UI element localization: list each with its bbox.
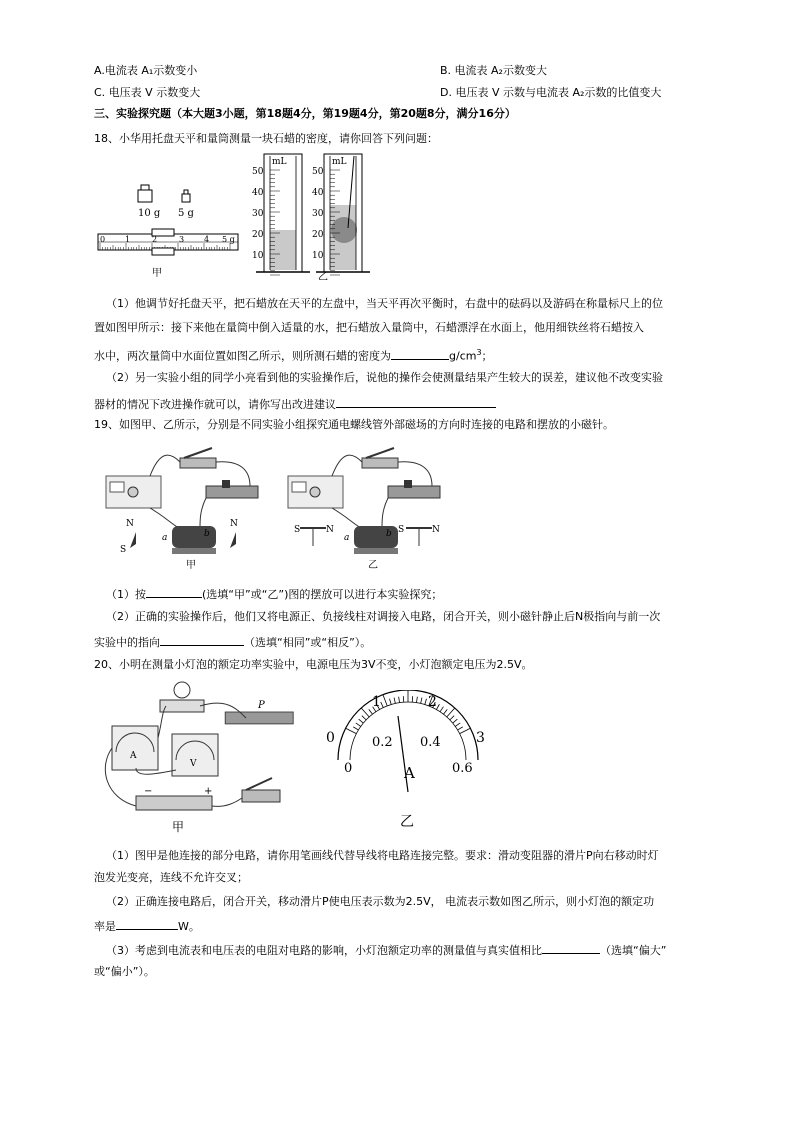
cylinder-1: [256, 154, 310, 275]
q19-jia-n-left: N: [126, 519, 134, 529]
cylinder-2: [316, 154, 370, 275]
q20-p2-line1: （2）正确连接电路后，闭合开关，移动滑片P使电压表示数为2.5V， 电流表示数如图乙所示，则小灯泡的额定功: [106, 895, 655, 908]
cyl1-tick-30: 30: [252, 209, 264, 219]
q19-panel-jia: [106, 448, 258, 554]
q20-p1-line2: 泡发光变亮，连线不允许交叉；: [94, 871, 248, 884]
q19-panel-yi: [288, 448, 440, 554]
tick-mark: [399, 697, 400, 703]
tick-mark: [383, 695, 387, 706]
q19-p1: （1）按 (选填“甲”或“乙”)图的摆放可以进行本实验探究；: [106, 588, 443, 601]
ruler-tick-1: 1: [125, 235, 131, 244]
cyl1-tick-40: 40: [252, 188, 264, 198]
q20-ammeter-a: A: [130, 751, 137, 761]
q18-blank-suggestion[interactable]: [336, 396, 496, 408]
q20-ammeter-dial-figure: [318, 690, 498, 830]
tick-mark: [447, 708, 455, 717]
tick-mark: [390, 699, 392, 705]
tick-mark: [356, 723, 361, 726]
q20-fig-label-yi: 乙: [400, 814, 414, 830]
q20-p3-line2: 或“偏小”）。: [94, 965, 155, 978]
dial-bottom-0.2: 0.2: [372, 735, 393, 750]
weight-10g-icon: [138, 185, 152, 202]
weight-5g-icon: [182, 190, 190, 202]
dial-top-1: 1: [372, 694, 381, 710]
q20-p3-line1: （3）考虑到电流表和电压表的电阻对电路的影响，小灯泡额定功率的测量值与真实值相比 （选填“偏大”: [106, 944, 667, 957]
ruler-tick-4: 4: [204, 235, 210, 244]
rheostat-icon: [206, 486, 258, 498]
tick-mark: [453, 719, 458, 723]
voltmeter-icon: [172, 734, 218, 776]
tick-mark: [394, 698, 395, 704]
compass-needle-icon: [230, 532, 236, 548]
tick-mark: [369, 709, 373, 714]
tick-mark: [444, 709, 448, 714]
q20-battery-minus: −: [144, 786, 153, 797]
switch-icon: [242, 790, 280, 802]
switch-icon: [362, 458, 398, 468]
q19-yi-s-left: S: [294, 525, 301, 535]
wax-block: [331, 217, 357, 243]
q19-yi-a: a: [344, 533, 350, 543]
tick-mark: [346, 728, 357, 733]
tick-mark: [450, 716, 454, 720]
q19-fig-label-yi: 乙: [368, 560, 378, 570]
lamp-icon: [174, 682, 190, 698]
q19-fig-label-jia: 甲: [186, 560, 196, 570]
q20-p2-line2: 率是 W。: [94, 920, 200, 933]
rheostat-icon: [225, 712, 293, 724]
q19-figure: [100, 440, 480, 570]
tick-mark: [416, 697, 417, 703]
q18-p1-line2: 置如图甲所示：接下来他在量筒中倒入适量的水，把石蜡放入量筒中，石蜡漂浮在水面上，他用细铁丝将石蜡按入: [94, 321, 644, 334]
q20-battery-plus: +: [204, 786, 213, 797]
q20-voltmeter-v: V: [190, 759, 197, 769]
rheostat-icon: [388, 486, 440, 498]
q19-stem: 19、如图甲、乙所示，分别是不同实验小组探究通电螺线管外部磁场的方向时连接的电路和摆放的小磁针。: [94, 418, 614, 431]
q19-p2-line1: （2）正确的实验操作后，他们又将电源正、负接线柱对调接入电路，闭合开关，则小磁针静止后N极指向与前一次: [106, 610, 661, 623]
option-b: B. 电流表 A₂示数变大: [440, 64, 547, 77]
dial-unit: A: [404, 764, 415, 782]
q20-stem: 20、小明在测量小灯泡的额定功率实验中，电源电压为3V不变，小灯泡额定电压为2.5V。: [94, 658, 533, 671]
tick-mark: [460, 728, 471, 733]
ruler-tick-0: 0: [100, 235, 106, 244]
tick-mark: [359, 719, 364, 723]
section-title: 三、实验探究题（本大题3小题，第18题4分，第19题4分，第20题8分，满分16分）: [94, 107, 516, 120]
battery-icon: [136, 796, 212, 810]
dial-top-0: 0: [326, 730, 335, 746]
option-a: A.电流表 A₁示数变小: [94, 64, 198, 77]
tick-mark: [425, 699, 427, 705]
cyl2-unit: mL: [332, 157, 347, 167]
cyl1-tick-50: 50: [252, 167, 264, 177]
ruler-tick-5: 5 g: [222, 235, 235, 244]
tick-mark: [458, 727, 463, 730]
q20-slider-p: P: [258, 700, 265, 711]
tick-mark: [353, 727, 358, 730]
cyl2-tick-50: 50: [312, 167, 324, 177]
compass-needle-icon: [130, 532, 136, 548]
dial-bottom-0: 0: [344, 761, 353, 776]
tick-mark: [381, 702, 384, 707]
q18-blank-density[interactable]: [391, 348, 449, 360]
weight-5g-label: 5 g: [178, 208, 194, 219]
switch-icon: [180, 458, 216, 468]
q19-jia-n-right: N: [230, 519, 238, 529]
q19-p2-line2: 实验中的指向 （选填“相同”或“相反”）。: [94, 636, 372, 649]
q18-figure: [96, 150, 376, 280]
q18-fig-label-yi: 乙: [318, 272, 328, 280]
q18-p2-line2: 器材的情况下改进操作就可以，请你写出改进建议: [94, 396, 496, 412]
q19-yi-n-left: N: [326, 525, 334, 535]
tick-mark: [440, 707, 443, 712]
dial-bottom-0.4: 0.4: [420, 735, 441, 750]
q19-blank-2[interactable]: [160, 634, 244, 646]
tick-mark: [421, 698, 422, 704]
cyl1-tick-10: 10: [252, 251, 264, 261]
q20-fig-label-jia: 甲: [172, 820, 185, 834]
q18-p1-line3: 水中，两次量筒中水面位置如图乙所示，则所测石蜡的密度为 $g/cm^3$；: [94, 348, 493, 363]
cyl1-unit: mL: [272, 157, 287, 167]
weight-10g-label: 10 g: [138, 208, 161, 219]
cyl2-tick-40: 40: [312, 188, 324, 198]
cyl2-tick-30: 30: [312, 209, 324, 219]
q19-blank-1[interactable]: [146, 586, 202, 598]
ruler-tick-2: 2: [152, 235, 158, 244]
q19-jia-s-left: S: [120, 545, 127, 555]
q18-fig-label-jia: 甲: [152, 268, 162, 279]
q19-yi-s-right: S: [398, 525, 405, 535]
option-c: C. 电压表 V 示数变大: [94, 86, 201, 99]
option-d: D. 电压表 V 示数与电流表 A₂示数的比值变大: [440, 86, 662, 99]
ruler: [98, 229, 238, 255]
q19-yi-b: b: [386, 529, 392, 539]
q19-jia-b: b: [204, 529, 210, 539]
tick-mark: [361, 708, 369, 717]
cyl2-tick-20: 20: [312, 230, 324, 240]
q20-p1-line1: （1）图甲是他连接的部分电路，请你用笔画线代替导线将电路连接完整。要求：滑动变阻器的滑片P向右移动时灯: [106, 849, 659, 862]
q20-blank-power[interactable]: [116, 918, 178, 930]
q18-p1-line1: （1）他调节好托盘天平，把石蜡放在天平的左盘中，当天平再次平衡时，右盘中的砝码以及游码在称量标尺上的位: [106, 297, 663, 310]
cyl1-tick-20: 20: [252, 230, 264, 240]
q19-jia-a: a: [162, 533, 168, 543]
tick-mark: [455, 723, 460, 726]
q18-stem: 18、小华用托盘天平和量筒测量一块石蜡的密度，请你回答下列问题：: [94, 132, 438, 145]
q20-circuit-figure: [96, 678, 306, 838]
dial-top-3: 3: [476, 730, 485, 746]
q18-p2-line1: （2）另一实验小组的同学小亮看到他的实验操作后，说他的操作会使测量结果产生较大的误差，建议他不改变实验: [106, 371, 663, 384]
q20-blank-compare[interactable]: [542, 942, 600, 954]
cyl2-tick-10: 10: [312, 251, 324, 261]
ruler-tick-3: 3: [179, 235, 185, 244]
dial-top-2: 2: [428, 694, 437, 710]
dial-bottom-0.6: 0.6: [452, 761, 473, 776]
q19-yi-n-right: N: [432, 525, 440, 535]
tick-mark: [362, 716, 366, 720]
